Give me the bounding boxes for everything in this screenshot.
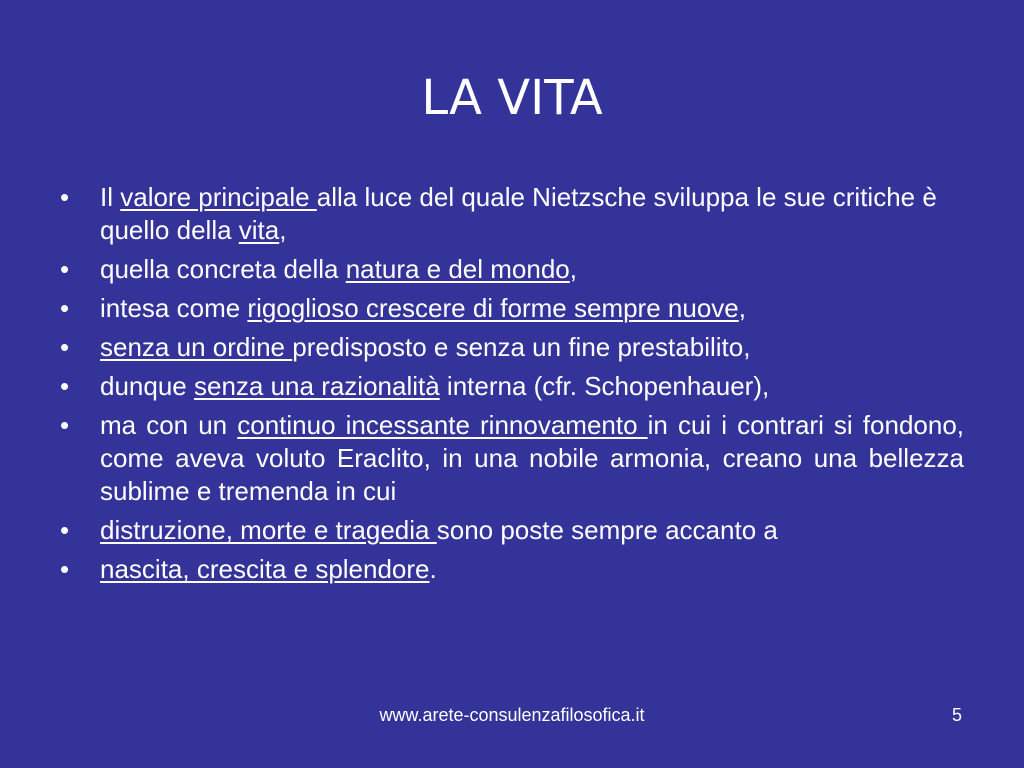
- bullet-icon: •: [60, 410, 70, 440]
- bullet-text: ma con un: [100, 410, 238, 440]
- bullet-text: .: [429, 554, 437, 584]
- underlined-text: vita: [238, 215, 280, 245]
- bullet-text: predisposto e senza un fine prestabilito,: [292, 332, 751, 362]
- underlined-text: distruzione, morte e tragedia: [100, 515, 437, 545]
- bullet-item: [60, 292, 964, 325]
- bullet-item: [60, 553, 964, 586]
- bullet-item: [60, 514, 964, 547]
- bullet-icon: •: [60, 293, 70, 323]
- bullet-item: [60, 331, 964, 364]
- underlined-text: nascita, crescita e splendore: [100, 554, 430, 584]
- bullet-item: [60, 253, 964, 286]
- bullet-text: in cui i contrari si fondono, come aveva voluto Eraclito, in una nobile armonia, creano una bellezza sublime e tremenda in cui: [100, 410, 965, 506]
- bullet-icon: •: [60, 182, 70, 212]
- bullet-icon: •: [60, 332, 70, 362]
- bullet-text: Il: [100, 182, 121, 212]
- underlined-text: senza una razionalità: [193, 371, 440, 401]
- bullet-text: ,: [738, 293, 746, 323]
- underlined-text: senza un ordine: [100, 332, 293, 362]
- bullet-icon: •: [60, 371, 70, 401]
- bullet-list: [60, 181, 964, 592]
- bullet-item: [60, 370, 964, 403]
- bullet-icon: •: [60, 554, 70, 584]
- bullet-text: dunque: [100, 371, 194, 401]
- bullet-text: alla luce del quale Nietzsche sviluppa le sue critiche è quello della: [100, 182, 937, 245]
- underlined-text: rigoglioso crescere di forme sempre nuove: [247, 293, 739, 323]
- bullet-text: quella concreta della: [100, 254, 346, 284]
- bullet-text: intesa come: [100, 293, 248, 323]
- underlined-text: continuo incessante rinnovamento: [237, 410, 648, 440]
- bullet-text: sono poste sempre accanto a: [436, 515, 778, 545]
- bullet-text: ,: [279, 215, 287, 245]
- bullet-text: ,: [569, 254, 577, 284]
- bullet-icon: •: [60, 515, 70, 545]
- underlined-text: valore principale: [120, 182, 317, 212]
- bullet-text: interna (cfr. Schopenhauer),: [439, 371, 770, 401]
- page-number: 5: [951, 705, 962, 725]
- underlined-text: natura e del mondo: [345, 254, 570, 284]
- footer-url: www.arete-consulenzafilosofica.it: [379, 705, 645, 725]
- bullet-item: [60, 181, 964, 247]
- bullet-item: [60, 409, 964, 508]
- bullet-icon: •: [60, 254, 70, 284]
- slide-title: LA VITA: [421, 70, 603, 126]
